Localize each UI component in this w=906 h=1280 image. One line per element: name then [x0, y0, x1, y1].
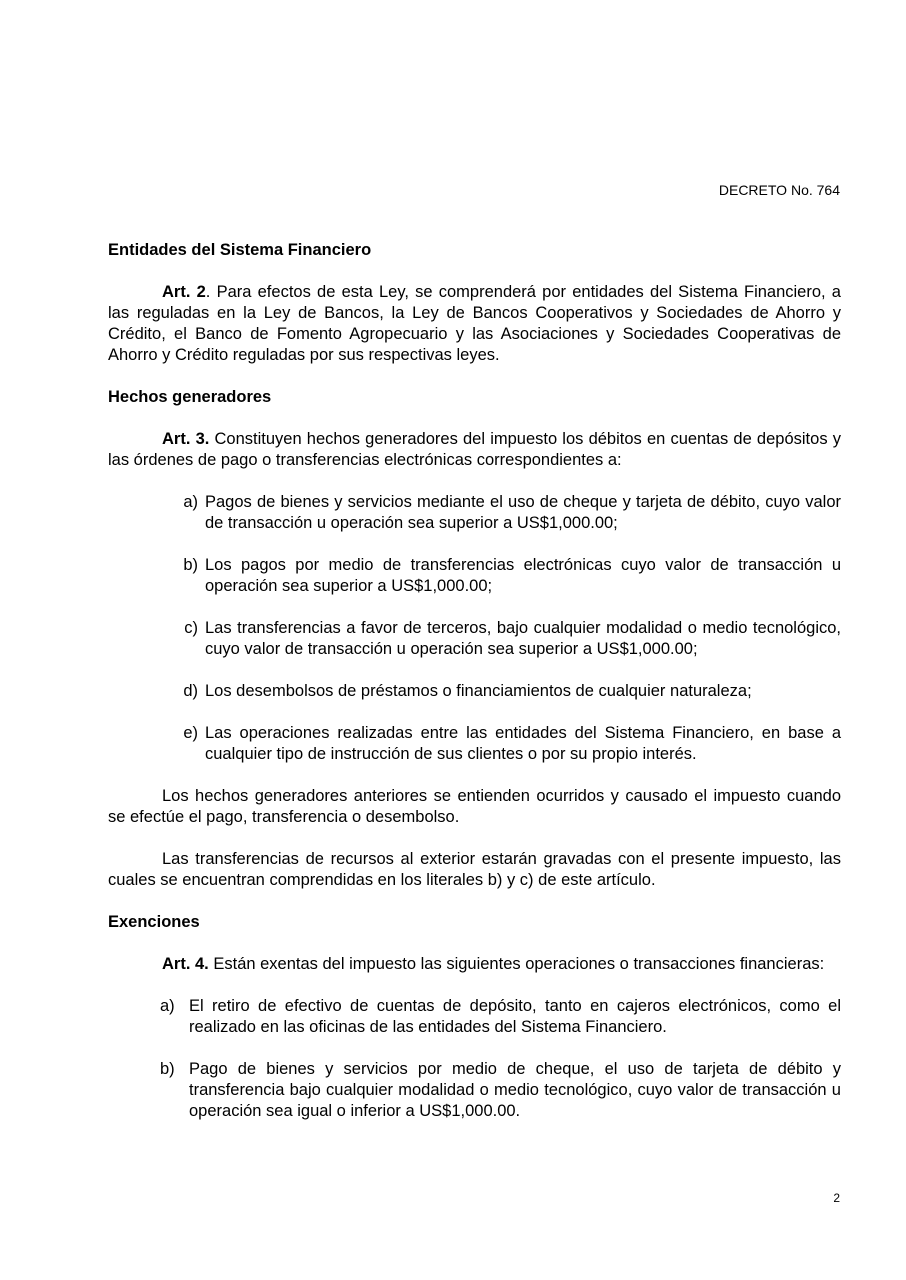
article-2-paragraph — [108, 282, 841, 366]
article-3-text: Constituyen hechos generadores del impuesto los débitos en cuentas de depósitos y las órdenes de pago o transferencias electrónicas correspondientes a: — [108, 430, 841, 469]
list-marker: e) — [183, 724, 198, 742]
list-marker: b) — [160, 1060, 175, 1078]
list-item — [108, 618, 841, 660]
list-item — [108, 681, 841, 702]
list-marker: b) — [183, 556, 198, 574]
list-item-text: Los pagos por medio de transferencias electrónicas cuyo valor de transacción u operación sea superior a US$1,000.00; — [205, 556, 841, 595]
list-marker: a) — [160, 997, 175, 1015]
article-4-paragraph — [108, 954, 841, 975]
exterior-paragraph: Las transferencias de recursos al exterior estarán gravadas con el presente impuesto, las cuales se encuentran comprendidas en los literales b) y c) de este artículo. — [108, 850, 841, 889]
list-item — [108, 1059, 841, 1122]
article-2-text: . Para efectos de esta Ley, se comprenderá por entidades del Sistema Financiero, a las reguladas en la Ley de Bancos, la Ley de Bancos Cooperativos y Sociedades de Ahorro y Crédito, el Banco de Fomento Agropecuario y las Asociaciones y Sociedades Cooperativas de Ahorro y Crédito reguladas por sus respectivas leyes. — [108, 283, 841, 364]
page-number: 2 — [833, 1191, 840, 1205]
article-3-list — [108, 492, 841, 765]
list-marker: a) — [183, 493, 198, 511]
article-4-label: Art. 4. — [162, 955, 209, 973]
hechos-paragraph: Los hechos generadores anteriores se entienden ocurridos y causado el impuesto cuando se efectúe el pago, transferencia o desembolso. — [108, 787, 841, 826]
list-marker: c) — [184, 619, 198, 637]
list-item — [108, 723, 841, 765]
document-body — [108, 240, 841, 1143]
list-item-text: Las transferencias a favor de terceros, bajo cualquier modalidad o medio tecnológico, cuyo valor de transacción u operación sea superior a US$1,000.00; — [205, 619, 841, 658]
list-item — [108, 555, 841, 597]
list-item — [108, 492, 841, 534]
list-item-text: Las operaciones realizadas entre las entidades del Sistema Financiero, en base a cualquier tipo de instrucción de sus clientes o por su propio interés. — [205, 724, 841, 763]
list-item — [108, 996, 841, 1038]
list-item-text: Pagos de bienes y servicios mediante el uso de cheque y tarjeta de débito, cuyo valor de transacción u operación sea superior a US$1,000.00; — [205, 493, 841, 532]
article-3-label: Art. 3. — [162, 430, 210, 448]
article-2-label: Art. 2 — [162, 283, 206, 301]
section-heading-hechos: Hechos generadores — [108, 388, 272, 406]
list-item-text: Pago de bienes y servicios por medio de cheque, el uso de tarjeta de débito y transferencia bajo cualquier modalidad o medio tecnológico, cuyo valor de transacción u operación sea igual o inferior a US$1,000.00. — [189, 1060, 841, 1120]
article-4-text: Están exentas del impuesto las siguientes operaciones o transacciones financieras: — [208, 955, 825, 973]
section-heading-entidades: Entidades del Sistema Financiero — [108, 241, 372, 259]
article-3-paragraph — [108, 429, 841, 471]
decree-number: DECRETO No. 764 — [718, 182, 840, 198]
section-heading-exenciones: Exenciones — [108, 913, 200, 931]
list-marker: d) — [183, 682, 198, 700]
article-4-list — [108, 996, 841, 1122]
list-item-text: Los desembolsos de préstamos o financiamientos de cualquier naturaleza; — [205, 682, 752, 700]
list-item-text: El retiro de efectivo de cuentas de depósito, tanto en cajeros electrónicos, como el realizado en las oficinas de las entidades del Sistema Financiero. — [189, 997, 841, 1036]
